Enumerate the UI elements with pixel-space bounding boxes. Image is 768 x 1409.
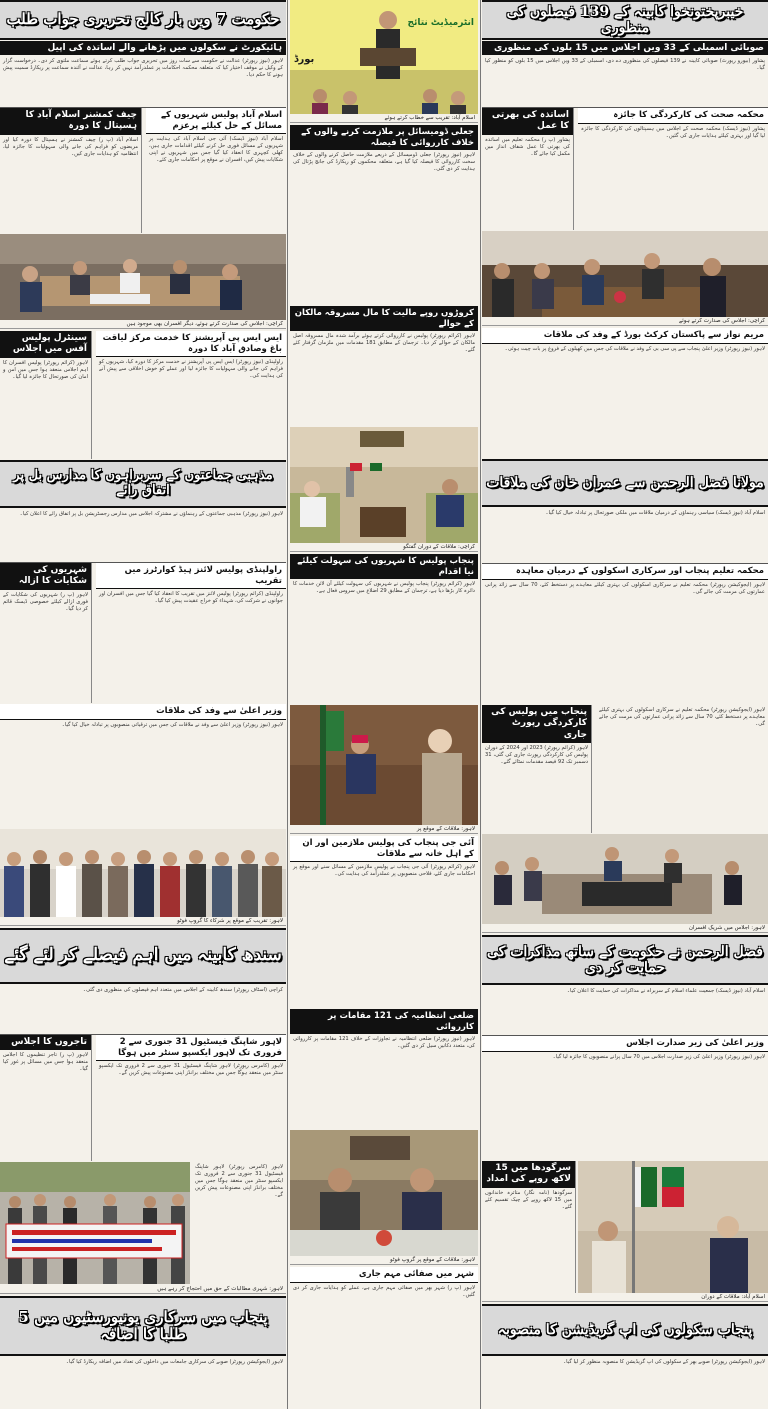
right-headline-1 <box>482 0 768 40</box>
article-text: لاہور (پ ر) شہریوں کی شکایات کے فوری ازالے کیلئے خصوصی ڈیسک قائم کر دیا گیا۔ <box>3 591 88 612</box>
photo-meeting-2 <box>290 427 478 543</box>
article-headline: مریم نواز سے پاکستان کرکٹ بورڈ کے وفد کی ملاقات <box>482 328 768 344</box>
headline: حکومت 7 ویں بار کالج تحریری جواب طلب <box>0 0 286 40</box>
article-text: لاہور (کرائم رپورٹر) پولیس افسران کا اہم اجلاس منعقد ہوا جس میں امن و امان کی صورتحال کا جائزہ لیا گیا۔ <box>3 359 88 380</box>
headline: خیبرپختونخوا کابینہ کے 139 فیصلوں کی منظوری <box>482 0 768 40</box>
article-text: لاہور (ایجوکیشن رپورٹر) صوبے بھر کے سکولوں کی اپ گریڈیشن کا منصوبہ منظور کر لیا گیا۔ <box>563 1359 765 1365</box>
left-headline-4 <box>0 1296 286 1356</box>
right-article-5 <box>482 705 768 833</box>
article-headline: ایس ایس پی آپریشنز کا خدمت مرکز لیاقت باغ وصادق آباد کا دورہ <box>96 331 286 357</box>
article-text: لاہور (پ ر) تاجر تنظیموں کا اجلاس منعقد ہوا جس میں مسائل پر غور کیا گیا۔ <box>3 1052 88 1073</box>
article-headline: اساتذہ کی بھرتی کا عمل <box>482 108 573 135</box>
left-article-7 <box>192 1162 286 1284</box>
left-article-4 <box>0 563 286 703</box>
article-headline: پنجاب میں پولیس کی کارکردگی رپورٹ جاری <box>482 705 591 743</box>
subheadline: صوبائی اسمبلی کے 33 ویں اجلاس میں 15 بلوں کی منظوری <box>482 41 768 55</box>
headline: فضل الرحمن نے حکومت کے ساتھ مذاکرات کی حمایت کر دی <box>482 935 768 985</box>
right-article-7 <box>482 1161 576 1293</box>
article-text: پشاور (نیوز ڈیسک) محکمہ صحت کے اجلاس میں ہسپتالوں کی کارکردگی کا جائزہ لیا گیا اور بہتری کیلئے ہدایات جاری کی گئیں۔ <box>581 125 765 139</box>
photo-caption: اسلام آباد: تقریب سے خطاب کرتے ہوئے <box>290 114 478 123</box>
article-headline: تاجروں کا اجلاس <box>0 1035 91 1050</box>
article-text: لاہور (نیوز رپورٹر) ضلعی انتظامیہ نے تجاوزات کے خلاف 121 مقامات پر کارروائی کی، متعدد دکانیں سیل کر دی گئیں۔ <box>293 1036 475 1050</box>
mid-article-5 <box>290 1009 478 1129</box>
article-text: اسلام آباد (نیوز ڈیسک) جمعیت علماء اسلام کے سربراہ نے مذاکرات کی حمایت کا اعلان کیا۔ <box>566 988 765 994</box>
middle-column <box>290 0 478 1409</box>
photo-ceremony <box>290 0 478 114</box>
article-headline: اسلام آباد پولیس شہریوں کے مسائل کے حل کیلئے پرعزم <box>146 108 286 134</box>
article-text: اسلام آباد (پ ر) چیف کمشنر نے ہسپتال کا دورہ کیا اور مریضوں کو فراہم کی جانے والی سہولیات کا جائزہ لیا، انتظامیہ کو ہدایات جاری کیں۔ <box>3 136 138 157</box>
left-article-2 <box>0 108 286 233</box>
article-headline: محکمہ تعلیم پنجاب اور سرکاری اسکولوں کے درمیان معاہدہ <box>482 564 768 580</box>
article-text: لاہور (کرائم رپورٹر) 2023 اور 2024 کے دوران پولیس کی کارکردگی رپورٹ جاری کی گئی، 31 دسمبر تک 92 فیصد مقدمات نمٹائے گئے۔ <box>485 744 588 765</box>
right-column <box>482 0 768 1409</box>
article-text: پشاور (بیورو رپورٹ) صوبائی کابینہ نے 139 فیصلوں کی منظوری دے دی، اسمبلی کے 33 ویں اجلاس میں 15 بلوں کو منظور کیا گیا۔ <box>485 58 765 71</box>
article-text: راولپنڈی (نیوز رپورٹر) ایس ایس پی آپریشنز نے خدمت مرکز کا دورہ کیا، شہریوں کو فراہم کی جانے والی سہولیات کا جائزہ لیا اور عملے کو خوش اخلاقی سے پیش آنے کی ہدایت کی۔ <box>99 359 283 380</box>
left-article-5 <box>0 704 286 828</box>
article-headline: چیف کمشنر اسلام آباد کا ہسپتال کا دورہ <box>0 108 141 135</box>
left-headline-2 <box>0 460 286 508</box>
article-headline: راولپنڈی پولیس لائنز ہیڈ کوارٹرز میں تقریب <box>96 563 286 589</box>
article-headline: لاہور شاپنگ فیسٹیول 31 جنوری سے 2 فروری تک لاہور ایکسپو سنٹر میں ہوگا <box>96 1035 286 1061</box>
article-text: لاہور (نیوز رپورٹر) وزیر اعلیٰ پنجاب سے پی سی بی کے وفد نے ملاقات کی جس میں کھیلوں کے فروغ پر بات چیت ہوئی۔ <box>504 345 765 352</box>
article-headline: وزیر اعلیٰ سے وفد کی ملاقات <box>0 704 286 720</box>
photo-caption: لاہور: ملاقات کے موقع پر <box>290 825 478 834</box>
headline: پنجاب میں سرکاری یونیورسٹیوں میں 5 طلبا کا اضافہ <box>0 1296 286 1356</box>
article-headline: ضلعی انتظامیہ کی 121 مقامات پر کارروائی <box>290 1009 478 1034</box>
article-headline: سرگودھا میں 15 لاکھ روپے کی امداد <box>482 1161 575 1188</box>
mid-article-2 <box>290 306 478 426</box>
photo-group <box>0 829 286 917</box>
article-text: راولپنڈی (کرائم رپورٹر) پولیس لائنز میں تقریب کا انعقاد کیا گیا جس میں افسران اور جوانوں نے شرکت کی، شہداء کو خراج عقیدت پیش کیا گیا۔ <box>99 591 283 605</box>
left-article-6 <box>0 1035 286 1161</box>
headline: مذہبی جماعتوں کے سربراہوں کا مدارس بل پر اتفاق رائے <box>0 460 286 508</box>
subheadline: ہائیکورٹ نے سکولوں میں پڑھانے والے اساتذہ کی اپیل <box>0 41 286 55</box>
article-headline: محکمہ صحت کی کارکردگی کا جائزہ <box>578 108 768 124</box>
right-headline-3 <box>482 935 768 985</box>
right-article-4 <box>482 564 768 704</box>
article-text: لاہور (نیوز رپورٹر) وزیر اعلیٰ کی زیر صدارت اجلاس میں 70 سال پرانے منصوبوں کا جائزہ لیا گیا۔ <box>552 1053 765 1060</box>
mid-article-4 <box>290 836 478 1008</box>
photo-caption: اسلام آباد: ملاقات کے دوران <box>482 1293 768 1302</box>
article-text: سرگودھا (نامہ نگار) متاثرہ خاندانوں میں 15 لاکھ روپے کے چیک تقسیم کئے گئے۔ <box>485 1189 572 1210</box>
article-text: لاہور (ایجوکیشن رپورٹر) صوبے کی سرکاری جامعات میں داخلوں کی تعداد میں اضافہ ریکارڈ کیا گیا۔ <box>65 1359 283 1365</box>
photo-caption: لاہور: شہری مطالبات کے حق میں احتجاج کر رہے ہیں <box>0 1285 286 1294</box>
right-headline-2 <box>482 459 768 507</box>
photo-caption: کراچی: اجلاس کی صدارت کرتے ہوئے <box>482 317 768 326</box>
article-text: لاہور (نیوز رپورٹر) عدالت نے حکومت سے سات روز میں تحریری جواب طلب کرتے ہوئے سماعت ملتوی کر دی۔ درخواست گزار کے وکیل نے موقف اختیار کیا کہ متعلقہ محکمہ احکامات پر عملدرآمد نہیں کر رہا، عدالت نے آئندہ سماعت پر ریکارڈ سمیت پیش ہونے کا حکم دیا۔ <box>3 58 283 78</box>
article-text: لاہور (ایجوکیشن رپورٹر) محکمہ تعلیم نے سرکاری اسکولوں کی بہتری کیلئے معاہدے پر دستخط کئے، 70 سال سے زائد پرانی عمارتوں کی مرمت کی جائے گی۔ <box>485 581 765 595</box>
headline: سندھ کابینہ میں اہم فیصلے کر لئے گئے <box>0 928 286 984</box>
photo-meeting-6 <box>482 834 768 924</box>
left-article-3 <box>0 331 286 459</box>
article-text: لاہور (کرائم رپورٹر) پنجاب پولیس نے شہریوں کی سہولت کیلئے آن لائن خدمات کا دائرہ کار بڑھا دیا ہے، ترجمان کے مطابق 29 اضلاع میں سروس فعال ہے۔ <box>293 581 475 595</box>
article-text: کراچی (اسٹاف رپورٹر) سندھ کابینہ کے اجلاس میں متعدد اہم فیصلوں کی منظوری دی گئی۔ <box>83 987 283 993</box>
article-headline: وزیر اعلیٰ کی زیر صدارت اجلاس <box>482 1036 768 1052</box>
mid-article-3 <box>290 554 478 704</box>
right-headline-4 <box>482 1304 768 1356</box>
article-headline: کروڑوں روپے مالیت کا مال مسروقہ مالکان کے حوالے <box>290 306 478 331</box>
article-text: لاہور (پ ر) شہر بھر میں صفائی مہم جاری ہے، عملے کو ہدایات جاری کر دی گئیں۔ <box>293 1284 475 1298</box>
article-text: لاہور (کرائم رپورٹر) پولیس نے کارروائی کرتے ہوئے برآمد شدہ مال مسروقہ اصل مالکان کے حوالے کر دیا۔ ترجمان کے مطابق 181 مقدمات میں ملزمان گرفتار کئے گئے۔ <box>293 333 475 354</box>
article-headline: سینٹرل پولیس آفس میں اجلاس <box>0 331 91 358</box>
poster-title: انٹرمیڈیٹ نتائج <box>407 18 474 28</box>
headline: پنجاب سکولوں کی اپ گریڈیشن کا منصوبہ <box>482 1304 768 1356</box>
left-headline-1 <box>0 0 286 40</box>
mid-article-1 <box>290 125 478 305</box>
article-headline: پنجاب پولیس کا شہریوں کی سہولت کیلئے نیا اقدام <box>290 554 478 579</box>
article-text: لاہور (ایجوکیشن رپورٹر) محکمہ تعلیم نے سرکاری اسکولوں کی بہتری کیلئے معاہدے پر دستخط کئے، 70 سال سے زائد پرانی عمارتوں کی مرمت کی جائے گی۔ <box>599 707 765 727</box>
article-text: اسلام آباد (نیوز ڈیسک) سیاسی رہنماؤں کے درمیان ملاقات میں ملکی صورتحال پر تبادلہ خیال کیا گیا۔ <box>545 510 765 516</box>
photo-caption: کراچی: ملاقات کے دوران گفتگو <box>290 543 478 552</box>
article-text: لاہور (کرائم رپورٹر) آئی جی پنجاب نے پولیس ملازمین کے مسائل سنے اور موقع پر احکامات جاری کئے، فلاحی منصوبوں پر عملدرآمد کی ہدایت کی۔ <box>293 864 475 878</box>
right-article-2 <box>482 108 768 230</box>
photo-protest <box>0 1162 190 1284</box>
photo-caption: لاہور: تقریب کے موقع پر شرکاء کا گروپ فوٹو <box>0 917 286 926</box>
right-article-6 <box>482 1036 768 1160</box>
photo-caption: لاہور: ملاقات کے موقع پر گروپ فوٹو <box>290 1256 478 1265</box>
article-headline: شہر میں صفائی مہم جاری <box>290 1267 478 1283</box>
article-text: لاہور (کامرس رپورٹر) لاہور شاپنگ فیسٹیول 31 جنوری سے 2 فروری تک ایکسپو سنٹر میں منعقد ہوگا جس میں مختلف برانڈز اپنی مصنوعات پیش کریں گے۔ <box>195 1164 283 1198</box>
right-article-3 <box>482 328 768 458</box>
article-text: لاہور (نیوز رپورٹر) وزیر اعلیٰ سے وفد نے ملاقات کی جس میں ترقیاتی منصوبوں پر تبادلہ خیال کیا گیا۔ <box>61 721 283 728</box>
article-headline: آئی جی پنجاب کی پولیس ملازمین اور ان کے اہل خانہ سے ملاقات <box>290 836 478 862</box>
article-text: لاہور (نیوز رپورٹر) مذہبی جماعتوں کے رہنماؤں نے مشترکہ اجلاس میں مدارس رجسٹریشن بل پر اتفاق رائے کا اعلان کیا۔ <box>19 511 283 517</box>
photo-meeting-3 <box>290 705 478 825</box>
article-headline: جعلی ڈومیسائل پر ملازمت کرنے والوں کے خلاف کارروائی کا فیصلہ <box>290 125 478 150</box>
poster-subtitle: بورڈ <box>294 54 315 65</box>
mid-article-6 <box>290 1267 478 1409</box>
article-text: پشاور (پ ر) محکمہ تعلیم میں اساتذہ کی بھرتی کا عمل شفاف انداز میں مکمل کیا جائے گا۔ <box>485 136 570 157</box>
left-column <box>0 0 286 1409</box>
article-headline: شہریوں کی شکایات کا ازالہ <box>0 563 91 590</box>
photo-caption: کراچی: اجلاس کی صدارت کرتے ہوئے، دیگر افسران بھی موجود ہیں <box>0 320 286 329</box>
article-text: لاہور (نیوز رپورٹر) جعلی ڈومیسائل کے ذریعے ملازمت حاصل کرنے والوں کے خلاف سخت کارروائی کا فیصلہ کیا گیا ہے، متعلقہ محکموں کو ریکارڈ کی جانچ پڑتال کی ہدایت کر دی گئی۔ <box>293 152 475 173</box>
photo-meeting-5 <box>482 231 768 317</box>
photo-meeting-1 <box>0 234 286 320</box>
left-headline-3 <box>0 928 286 984</box>
headline: مولانا فضل الرحمن سے عمران خان کی ملاقات <box>482 459 768 507</box>
photo-meeting-7 <box>578 1161 768 1293</box>
photo-meeting-4 <box>290 1130 478 1256</box>
article-text: اسلام آباد (نیوز ڈیسک) آئی جی اسلام آباد کی ہدایت پر شہریوں کے مسائل فوری حل کرنے کیلئے اقدامات جاری ہیں، کھلی کچہری کا انعقاد کیا گیا جس میں شہریوں نے اپنی شکایات پیش کیں، افسران نے موقع پر احکامات جاری کئے۔ <box>149 136 283 164</box>
photo-caption: لاہور: اجلاس میں شریک افسران <box>482 924 768 933</box>
article-text: لاہور (کامرس رپورٹر) لاہور شاپنگ فیسٹیول 31 جنوری سے 2 فروری تک ایکسپو سنٹر میں منعقد ہوگا جس میں مختلف برانڈز اپنی مصنوعات پیش کریں گے۔ <box>99 1063 283 1077</box>
